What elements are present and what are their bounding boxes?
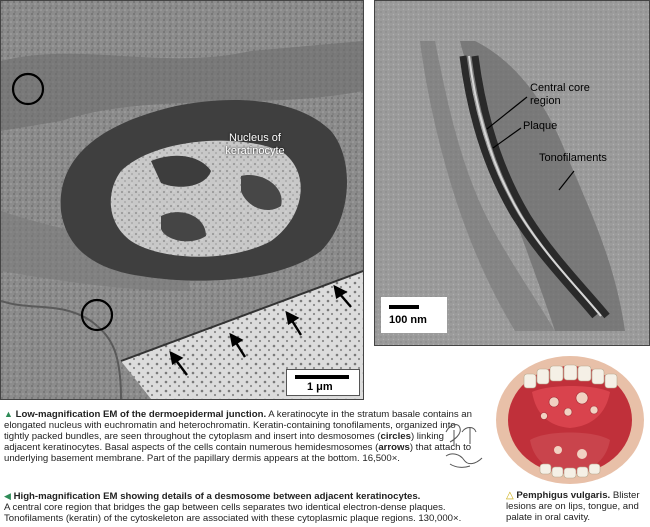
triangle-outline-icon: △	[506, 490, 514, 501]
tonofilaments-label: Tonofilaments	[539, 152, 607, 164]
scalebar-right: 100 nm	[381, 297, 447, 333]
pemphigus-oral-cavity-illustration	[494, 354, 646, 486]
triangle-left-icon: ◀	[4, 491, 11, 501]
nucleus-label: Nucleus of keratinocyte	[225, 132, 285, 157]
micrograph-left-drawing	[1, 1, 363, 399]
high-magnification-micrograph	[374, 0, 650, 346]
micrograph-right-drawing	[375, 1, 649, 345]
caption-low-magnification: ▲ Low-magnification EM of the dermoepidermal junction. A keratinocyte in the stratum basale contains an elongated nucleus with euchromatin and heterochromatin. Keratin-containing tonofilaments, organized into tightly packed bundles, are seen throughout the cytoplasm and insert into desmosomes (circles) linking adjacent keratinocytes. Basal aspects of the cells contain numerous hemidesmosomes (arrows) that attach to underlying basement membrane. Part of the papillary dermis appears at the bottom. 16,500×.	[4, 409, 472, 464]
triangle-up-icon: ▲	[4, 409, 13, 419]
central-core-label: Central core region	[530, 82, 590, 107]
caption-pemphigus: △ Pemphigus vulgaris. Blister lesions are on lips, tongue, and palate in oral cavity.	[506, 490, 640, 523]
plaque-label: Plaque	[523, 120, 558, 132]
caption-high-magnification: ◀ High-magnification EM showing details of a desmosome between adjacent keratinocytes. A central core region that bridges the gap between cells separates two identical electron-dense plaques. Tonofilaments (keratin) of the cytoskeleton are associated with these cytoplasmic plaque regions. 130,000×.	[4, 491, 462, 524]
low-magnification-micrograph	[0, 0, 364, 400]
scalebar-left: 1 μm	[286, 369, 360, 396]
netter-signature	[440, 412, 488, 482]
